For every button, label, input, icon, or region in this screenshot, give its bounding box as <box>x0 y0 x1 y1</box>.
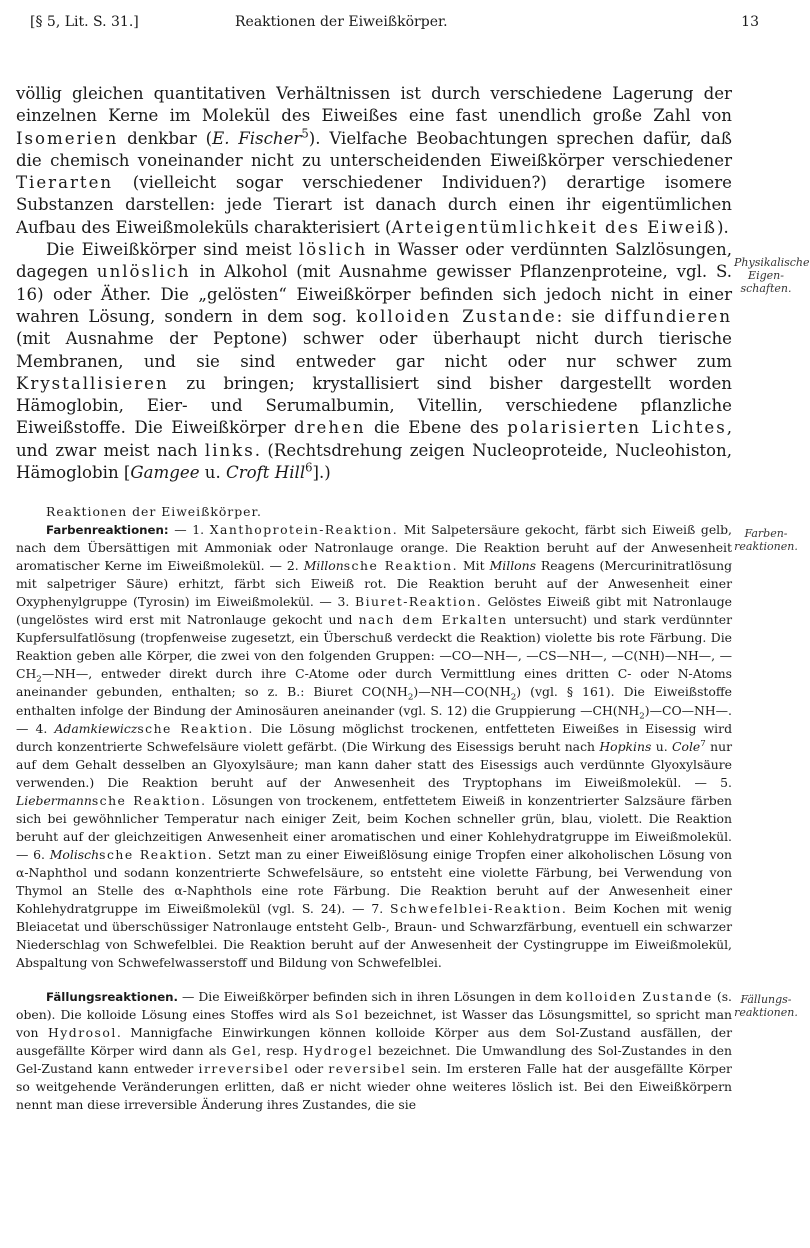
spaced-term: sche Reaktion. <box>343 558 458 574</box>
spaced-term: Hydrogel <box>302 1043 374 1059</box>
text: ). Vielfache Beobachtungen sprechen dafür, daß die chemisch voneinander nicht zu unterscheidenden Eiweißkörper verschiedener <box>16 128 733 170</box>
author-name: Millon <box>303 558 344 574</box>
paragraph-faellungsreaktionen <box>16 988 732 1114</box>
text: in Alkohol (mit Ausnahme gewisser Pflanzenproteine, vgl. S. 16) oder Äther. Die „gelösten“ Eiweißkörper befinden sich jedoch nicht in einer wahren Lösung, sondern in dem sog. <box>16 262 732 326</box>
text: in Wasser oder verdünnten Salzlösungen, dagegen <box>16 240 732 282</box>
author-citation: Croft Hill <box>226 463 306 483</box>
subscript: 2 <box>36 674 42 685</box>
text: untersucht) und stark verdünnter Kupfersulfatlösung (tropfenweise zugesetzt, ein Überschuß verdeckt die Reaktion) violette bis rote Färbung. Die Reaktion geben alle Körper, die zwei von den folgenden Gruppen: —CO—NH—, —CS—NH—, —C(NH)—NH—, —CH <box>16 612 733 682</box>
text: Reagens (Mercurinitratlösung mit salpetriger Säure) erhitzt, färbt sich Eiweiß rot. Die Reaktion beruht auf der Anwesenheit einer Oxyphenylgruppe (Tyrosin) im Eiweißmolekül. — 3. <box>16 558 733 610</box>
text: sein. Im ersteren Falle hat der ausgefällte Körper so weitgehende Veränderungen erlitten, daß er nicht wieder ohne weiteres löslich ist. Bei den Eiweißkörpern nennt man diese irreversible Änderung ihres Zustandes, die sie <box>16 1061 732 1113</box>
spaced-term: Sol <box>334 1007 360 1023</box>
text: bezeichnet, ist Wasser das Lösungsmittel, so spricht man von <box>16 1007 732 1041</box>
text: u. <box>199 463 227 483</box>
text: )—CO—NH—. — 4. <box>16 702 732 736</box>
text: ). <box>717 217 729 237</box>
subscript: 2 <box>510 692 517 703</box>
margin-note-farbenreaktionen: Farben-reaktionen. <box>734 527 798 553</box>
margin-note-physikalische-eigenschaften: Physikalische Eigen-schaften. <box>734 256 810 295</box>
text: . Mannigfache Einwirkungen können kolloide Körper aus dem Sol-Zustand ausfällen, der ausgefällte Körper wird dann als <box>16 1025 732 1059</box>
text: — 1. <box>168 522 210 538</box>
spaced-term: sche Reaktion. <box>137 720 254 736</box>
author-name: Adamkiewicz <box>54 720 138 736</box>
section-reference: [§ 5, Lit. S. 31.] <box>30 14 139 30</box>
spaced-term: unlöslich <box>96 262 191 282</box>
footnote-ref: 7 <box>700 738 706 749</box>
text: Die Eiweißkörper sind meist <box>46 240 299 260</box>
text: )—NH—CO(NH <box>413 684 511 700</box>
text: nur auf dem Gehalt desselben an Glyoxylsäure; man kann daher statt des Eisessigs auch verdünnte Glyoxylsäure verwenden.) Die Reaktion beruht auf der Anwesenheit des Tryptophans im Eiweißmolekül. — 5. <box>16 738 733 790</box>
text: ) (vgl. § 161). Die Eiweißstoffe enthalten infolge der Bindung der Aminosäuren aneinander (vgl. S. 12) die Gruppierung —CH(NH <box>16 684 732 718</box>
text: (vielleicht sogar verschiedener Individuen?) derartige isomere Substanzen darstellen: jede Tierart ist danach durch einen ihr eigentümlichen Aufbau des Eiweißmoleküls charakterisiert ( <box>16 173 732 237</box>
text: ].) <box>312 463 331 483</box>
paragraph-isomerien <box>16 83 732 239</box>
text: , resp. <box>257 1043 303 1059</box>
text: : sie <box>556 306 605 326</box>
text: Die Lösung möglichst trockenen, entfetteten Eiweißes in Eisessig wird durch konzentrierte Schwefelsäure violett gefärbt. (Die Wirkung des Eisessigs beruht nach <box>16 720 732 754</box>
margin-note-faellungsreaktionen: Fällungs-reaktionen. <box>734 993 798 1019</box>
footnote-ref: 5 <box>301 126 309 141</box>
spaced-term: sche Reaktion. <box>99 846 214 862</box>
spaced-term: irreversibel <box>198 1061 290 1077</box>
text: die Ebene des <box>365 418 508 438</box>
paragraph-farbenreaktionen <box>16 521 732 972</box>
spaced-term: polarisierten Lichtes <box>507 418 727 438</box>
text: (s. oben). Die kolloide Lösung eines Stoffes wird als <box>16 989 732 1023</box>
author-name: Cole <box>672 738 701 754</box>
text: u. <box>651 738 672 754</box>
spaced-term: Krystallisieren <box>16 373 169 393</box>
spaced-term: löslich <box>298 240 368 260</box>
text: oder <box>289 1061 329 1077</box>
subscript: 2 <box>639 710 645 721</box>
text: . (Rechtsdrehung zeigen Nucleoproteide, Nucleohiston, Hämoglobin [ <box>16 440 732 483</box>
page-number: 13 <box>741 14 759 30</box>
spaced-term: Gel <box>231 1043 258 1059</box>
spaced-term: nach dem Erkalten <box>358 612 508 628</box>
section-heading: Reaktionen der Eiweißkörper. <box>46 504 262 519</box>
text: Lösungen von trockenem, entfettetem Eiweiß in konzentrierter Salzsäure färben sich bei gewöhnlicher Temperatur nach einiger Zeit, beim Kochen schneller grün, blau, violett. Die Reaktion beruht auf der gleichzeitigen Anwesenheit einer aromatischen und einer Kohlehydratgruppe im Eiweißmolekül. — 6. <box>16 792 733 862</box>
spaced-term: Hydrosol <box>48 1025 117 1041</box>
text: Mit Salpetersäure gekocht, färbt sich Eiweiß gelb, nach dem Übersättigen mit Ammoniak oder Natronlauge orange. Die Reaktion beruht auf der Anwesenheit aromatischer Kerne im Eiweißmolekül. — 2. <box>16 522 732 574</box>
main-text-faellung <box>16 988 732 1114</box>
spaced-term: kolloiden Zustande <box>356 306 557 326</box>
author-name: Millons <box>489 558 536 574</box>
spaced-term: diffundieren <box>604 306 733 326</box>
spaced-term: Isomerien <box>16 128 119 148</box>
running-title: Reaktionen der Eiweißkörper. <box>235 14 448 30</box>
main-text-large <box>16 83 732 484</box>
subscript: 2 <box>407 692 414 703</box>
spaced-term: Xanthoprotein-Reaktion. <box>209 522 399 538</box>
text: völlig gleichen quantitativen Verhältnissen ist durch verschiedene Lagerung der einzelnen Kerne im Molekül des Eiweißes eine fast unendlich große Zahl von <box>16 84 732 126</box>
spaced-term: Tierarten <box>16 173 114 193</box>
spaced-term: Schwefelblei-Reaktion. <box>390 901 568 917</box>
author-name: Liebermann <box>16 792 92 808</box>
spaced-term: kolloiden Zustande <box>566 989 713 1004</box>
text: Gelöstes Eiweiß gibt mit Natronlauge (ungelöstes wird erst mit Natronlauge gekocht und <box>16 594 732 628</box>
author-citation: E. Fischer <box>212 128 302 148</box>
spaced-term: links <box>204 440 255 460</box>
spaced-term: Biuret-Reaktion. <box>354 594 483 610</box>
author-name: Hopkins <box>599 738 652 754</box>
author-citation: Gamgee <box>130 463 200 483</box>
main-text-small <box>16 503 732 972</box>
spaced-term: Arteigentümlichkeit des Eiweiß <box>391 217 718 237</box>
run-in-heading: Farbenreaktionen: <box>46 523 169 538</box>
text: denkbar ( <box>118 128 213 148</box>
paragraph-loeslichkeit <box>16 239 732 484</box>
text: bezeichnet. Die Umwandlung des Sol-Zustandes in den Gel-Zustand kann entweder <box>16 1043 732 1077</box>
run-in-heading: Fällungsreaktionen. <box>46 990 179 1004</box>
text: — Die Eiweißkörper befinden sich in ihren Lösungen in dem <box>178 989 566 1004</box>
text: (mit Ausnahme der Peptone) schwer oder überhaupt nicht durch tierische Membranen, und sie sind entweder gar nicht oder nur schwer zum <box>16 329 732 371</box>
spaced-term: sche Reaktion. <box>91 792 207 808</box>
text: Mit <box>458 558 490 574</box>
spaced-term: drehen <box>294 418 366 438</box>
footnote-ref: 6 <box>305 460 313 475</box>
text: , und zwar meist nach <box>16 418 732 460</box>
spaced-term: reversibel <box>328 1061 407 1077</box>
author-name: Molisch <box>49 846 100 862</box>
text: zu bringen; krystallisiert sind bisher dargestellt worden Hämoglobin, Eier- und Serumalbumin, Vitellin, verschiedene pflanzliche Eiweißstoffe. Die Eiweißkörper <box>16 373 732 438</box>
text: Beim Kochen mit wenig Bleiacetat und überschüssiger Natronlauge entsteht Gelb-, Braun- und Schwarzfärbung, eventuell ein schwarzer Niederschlag von Schwefelblei. Die Reaktion beruht auf der Anwesenheit der Cystingruppe im Eiweißmolekül, Abspaltung von Schwefelwasserstoff und Bildung von Schwefelblei. <box>16 901 732 971</box>
text: —NH—, entweder direkt durch ihre C-Atome oder durch Vermittlung eines dritten C- oder N-Atoms aneinander gebunden, enthalten; so z. B.: Biuret CO(NH <box>16 666 732 700</box>
text: Setzt man zu einer Eiweißlösung einige Tropfen einer alkoholischen Lösung von α-Naphthol und sodann konzentrierte Schwefelsäure, so entsteht eine violette Färbung, bei Verwendung von Thymol an Stelle des α-Naphthols eine rote Färbung. Die Reaktion beruht auf der Anwesenheit einer Kohlehydratgruppe im Eiweißmolekül (vgl. S. 24). — 7. <box>16 846 732 917</box>
